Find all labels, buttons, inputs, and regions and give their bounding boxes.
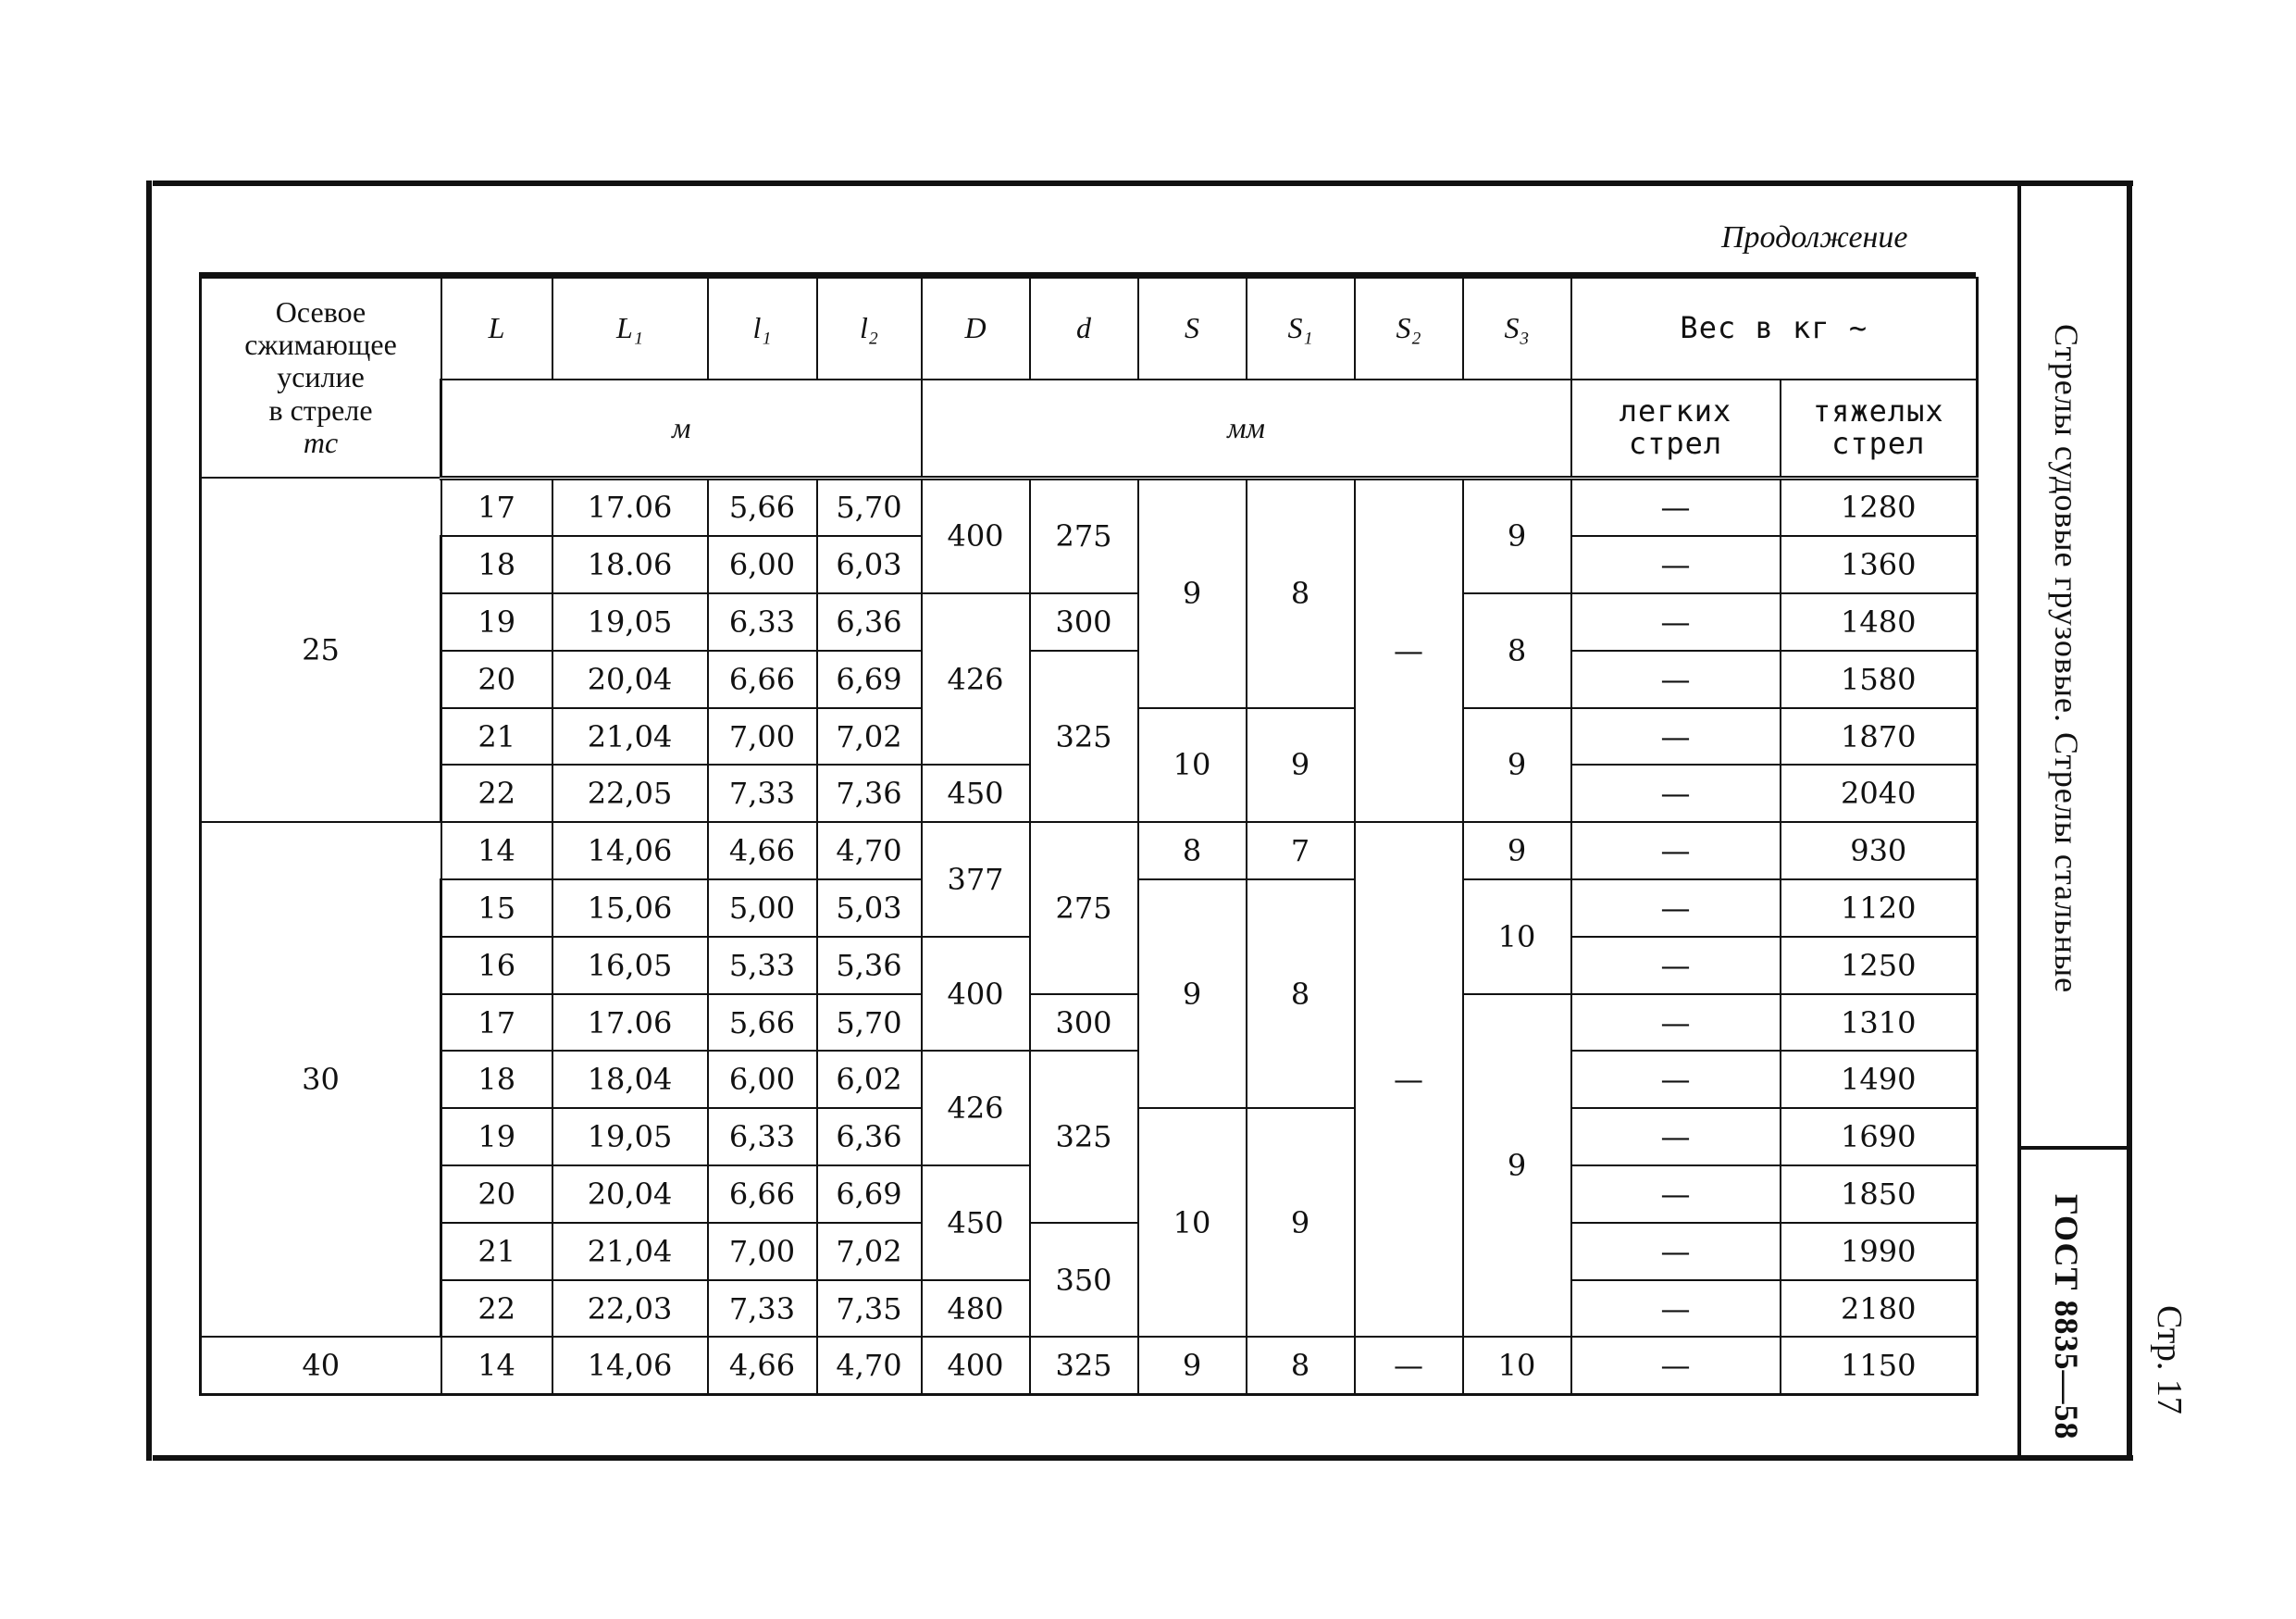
S3-cell: 9 — [1463, 994, 1571, 1338]
L-cell: 15 — [441, 879, 552, 937]
S3-cell: 9 — [1463, 708, 1571, 823]
S3-cell: 9 — [1463, 822, 1571, 879]
L1-cell: 21,04 — [552, 708, 708, 766]
l1-cell: 5,66 — [708, 478, 817, 536]
L1-cell: 15,06 — [552, 879, 708, 937]
L1-cell: 16,05 — [552, 937, 708, 994]
D-cell: 400 — [922, 478, 1030, 593]
unit-meters: м — [441, 380, 922, 478]
heavy-weight-cell: 930 — [1781, 822, 1978, 879]
L-cell: 19 — [441, 593, 552, 651]
L-cell: 19 — [441, 1108, 552, 1165]
S-cell: 10 — [1138, 1108, 1247, 1337]
light-weight-cell: — — [1571, 879, 1781, 937]
L1-cell: 22,05 — [552, 765, 708, 822]
l2-cell: 5,70 — [817, 994, 922, 1052]
specification-table — [199, 277, 1979, 1396]
table-row — [201, 593, 1978, 651]
l2-cell: 4,70 — [817, 1337, 922, 1394]
D-cell: 450 — [922, 765, 1030, 822]
heavy-weight-cell: 2180 — [1781, 1280, 1978, 1338]
l1-cell: 6,66 — [708, 1165, 817, 1223]
l2-cell: 7,35 — [817, 1280, 922, 1338]
table-row — [201, 822, 1978, 879]
L1-cell: 17.06 — [552, 994, 708, 1052]
l2-cell: 5,36 — [817, 937, 922, 994]
S2-cell: — — [1355, 478, 1463, 822]
D-cell: 450 — [922, 1165, 1030, 1280]
l2-cell: 6,69 — [817, 1165, 922, 1223]
heavy-weight-cell: 1490 — [1781, 1051, 1978, 1108]
l1-cell: 6,00 — [708, 536, 817, 593]
light-weight-cell: — — [1571, 536, 1781, 593]
d-cell: 275 — [1030, 822, 1138, 993]
d-cell: 300 — [1030, 593, 1138, 651]
side-title: Стрелы судовые грузовые. Стрелы стальные — [2048, 324, 2085, 994]
light-weight-cell: — — [1571, 651, 1781, 708]
S1-cell: 9 — [1247, 708, 1355, 823]
l1-cell: 6,00 — [708, 1051, 817, 1108]
l2-cell: 6,36 — [817, 1108, 922, 1165]
header-light-booms: легких стрел — [1571, 380, 1781, 478]
header-S: S — [1138, 278, 1247, 380]
l2-cell: 6,36 — [817, 593, 922, 651]
L-cell: 21 — [441, 1223, 552, 1280]
light-weight-cell: — — [1571, 478, 1781, 536]
force-cell: 30 — [201, 822, 441, 1337]
page-number: Стр. 17 — [2150, 1305, 2189, 1414]
S2-cell: — — [1355, 822, 1463, 1337]
l2-cell: 5,03 — [817, 879, 922, 937]
L1-cell: 20,04 — [552, 1165, 708, 1223]
S1-cell: 8 — [1247, 1337, 1355, 1394]
heavy-weight-cell: 2040 — [1781, 765, 1978, 822]
heavy-weight-cell: 1250 — [1781, 937, 1978, 994]
heavy-weight-cell: 1360 — [1781, 536, 1978, 593]
D-cell: 480 — [922, 1280, 1030, 1338]
S3-cell: 10 — [1463, 1337, 1571, 1394]
L-cell: 14 — [441, 822, 552, 879]
table-row — [201, 1337, 1978, 1394]
heavy-weight-cell: 1850 — [1781, 1165, 1978, 1223]
L1-cell: 22,03 — [552, 1280, 708, 1338]
L1-cell: 18,04 — [552, 1051, 708, 1108]
S-cell: 9 — [1138, 1337, 1247, 1394]
light-weight-cell: — — [1571, 1165, 1781, 1223]
table-body — [201, 478, 1978, 1395]
header-weight: Вес в кг ~ — [1571, 278, 1978, 380]
header-d: d — [1030, 278, 1138, 380]
D-cell: 426 — [922, 1051, 1030, 1165]
header-S1: S₁ — [1247, 278, 1355, 380]
L-cell: 17 — [441, 994, 552, 1052]
light-weight-cell: — — [1571, 1051, 1781, 1108]
l1-cell: 4,66 — [708, 822, 817, 879]
l2-cell: 7,36 — [817, 765, 922, 822]
light-weight-cell: — — [1571, 708, 1781, 766]
light-weight-cell: — — [1571, 1337, 1781, 1394]
frame-bottom-border — [153, 1455, 2133, 1461]
frame-left-border — [146, 181, 152, 1461]
light-weight-cell: — — [1571, 1280, 1781, 1338]
l2-cell: 7,02 — [817, 1223, 922, 1280]
L1-cell: 14,06 — [552, 822, 708, 879]
header-D: D — [922, 278, 1030, 380]
l2-cell: 6,69 — [817, 651, 922, 708]
l1-cell: 5,33 — [708, 937, 817, 994]
l2-cell: 6,02 — [817, 1051, 922, 1108]
L1-cell: 19,05 — [552, 593, 708, 651]
S1-cell: 8 — [1247, 478, 1355, 708]
l1-cell: 7,33 — [708, 765, 817, 822]
L-cell: 18 — [441, 536, 552, 593]
L1-cell: 18.06 — [552, 536, 708, 593]
l1-cell: 4,66 — [708, 1337, 817, 1394]
side-column-divider — [2017, 185, 2021, 1455]
L1-cell: 17.06 — [552, 478, 708, 536]
D-cell: 400 — [922, 937, 1030, 1052]
l2-cell: 4,70 — [817, 822, 922, 879]
d-cell: 325 — [1030, 651, 1138, 822]
d-cell: 350 — [1030, 1223, 1138, 1338]
heavy-weight-cell: 1580 — [1781, 651, 1978, 708]
d-cell: 300 — [1030, 994, 1138, 1052]
table-row — [201, 478, 1978, 536]
table-row — [201, 651, 1978, 708]
l1-cell: 5,00 — [708, 879, 817, 937]
S3-cell: 9 — [1463, 478, 1571, 593]
heavy-weight-cell: 1280 — [1781, 478, 1978, 536]
l1-cell: 5,66 — [708, 994, 817, 1052]
table-header — [201, 278, 1978, 478]
S1-cell: 9 — [1247, 1108, 1355, 1337]
S-cell: 9 — [1138, 879, 1247, 1108]
header-L: L — [441, 278, 552, 380]
header-L1: L₁ — [552, 278, 708, 380]
heavy-weight-cell: 1120 — [1781, 879, 1978, 937]
D-cell: 400 — [922, 1337, 1030, 1394]
L1-cell: 21,04 — [552, 1223, 708, 1280]
L-cell: 17 — [441, 478, 552, 536]
l1-cell: 7,00 — [708, 1223, 817, 1280]
heavy-weight-cell: 1870 — [1781, 708, 1978, 766]
S3-cell: 8 — [1463, 593, 1571, 708]
L-cell: 20 — [441, 651, 552, 708]
L-cell: 22 — [441, 765, 552, 822]
L1-cell: 20,04 — [552, 651, 708, 708]
S1-cell: 7 — [1247, 822, 1355, 879]
D-cell: 377 — [922, 822, 1030, 937]
L-cell: 20 — [441, 1165, 552, 1223]
table-row — [201, 1223, 1978, 1280]
S1-cell: 8 — [1247, 879, 1355, 1108]
heavy-weight-cell: 1150 — [1781, 1337, 1978, 1394]
l1-cell: 6,33 — [708, 1108, 817, 1165]
d-cell: 325 — [1030, 1337, 1138, 1394]
frame-top-border — [153, 181, 2133, 186]
force-cell: 40 — [201, 1337, 441, 1394]
l1-cell: 6,66 — [708, 651, 817, 708]
light-weight-cell: — — [1571, 593, 1781, 651]
table-row — [201, 1051, 1978, 1108]
l1-cell: 7,00 — [708, 708, 817, 766]
header-S2: S₂ — [1355, 278, 1463, 380]
heavy-weight-cell: 1480 — [1781, 593, 1978, 651]
continuation-label: Продолжение — [1721, 220, 1908, 255]
header-l2: l₂ — [817, 278, 922, 380]
light-weight-cell: — — [1571, 937, 1781, 994]
S-cell: 8 — [1138, 822, 1247, 879]
l2-cell: 7,02 — [817, 708, 922, 766]
header-heavy-booms: тяжелых стрел — [1781, 380, 1978, 478]
frame-right-border — [2127, 181, 2132, 1461]
table-row — [201, 994, 1978, 1052]
l2-cell: 6,03 — [817, 536, 922, 593]
heavy-weight-cell: 1690 — [1781, 1108, 1978, 1165]
L-cell: 21 — [441, 708, 552, 766]
d-cell: 275 — [1030, 478, 1138, 593]
S3-cell: 10 — [1463, 879, 1571, 994]
heavy-weight-cell: 1310 — [1781, 994, 1978, 1052]
standard-number: ГОСТ 8835—58 — [2048, 1194, 2085, 1440]
l2-cell: 5,70 — [817, 478, 922, 536]
light-weight-cell: — — [1571, 1223, 1781, 1280]
L-cell: 16 — [441, 937, 552, 994]
light-weight-cell: — — [1571, 765, 1781, 822]
L-cell: 18 — [441, 1051, 552, 1108]
side-column-separator — [2021, 1146, 2127, 1150]
header-S3: S₃ — [1463, 278, 1571, 380]
light-weight-cell: — — [1571, 994, 1781, 1052]
L1-cell: 14,06 — [552, 1337, 708, 1394]
unit-millimeters: мм — [922, 380, 1571, 478]
header-axial-force: Осевое сжимающее усилие в стреле тс — [201, 278, 441, 478]
light-weight-cell: — — [1571, 822, 1781, 879]
l1-cell: 7,33 — [708, 1280, 817, 1338]
D-cell: 426 — [922, 593, 1030, 765]
S-cell: 9 — [1138, 478, 1247, 708]
d-cell: 325 — [1030, 1051, 1138, 1222]
force-cell: 25 — [201, 478, 441, 822]
l1-cell: 6,33 — [708, 593, 817, 651]
L-cell: 14 — [441, 1337, 552, 1394]
L1-cell: 19,05 — [552, 1108, 708, 1165]
S2-cell: — — [1355, 1337, 1463, 1394]
L-cell: 22 — [441, 1280, 552, 1338]
header-l1: l₁ — [708, 278, 817, 380]
heavy-weight-cell: 1990 — [1781, 1223, 1978, 1280]
light-weight-cell: — — [1571, 1108, 1781, 1165]
S-cell: 10 — [1138, 708, 1247, 823]
